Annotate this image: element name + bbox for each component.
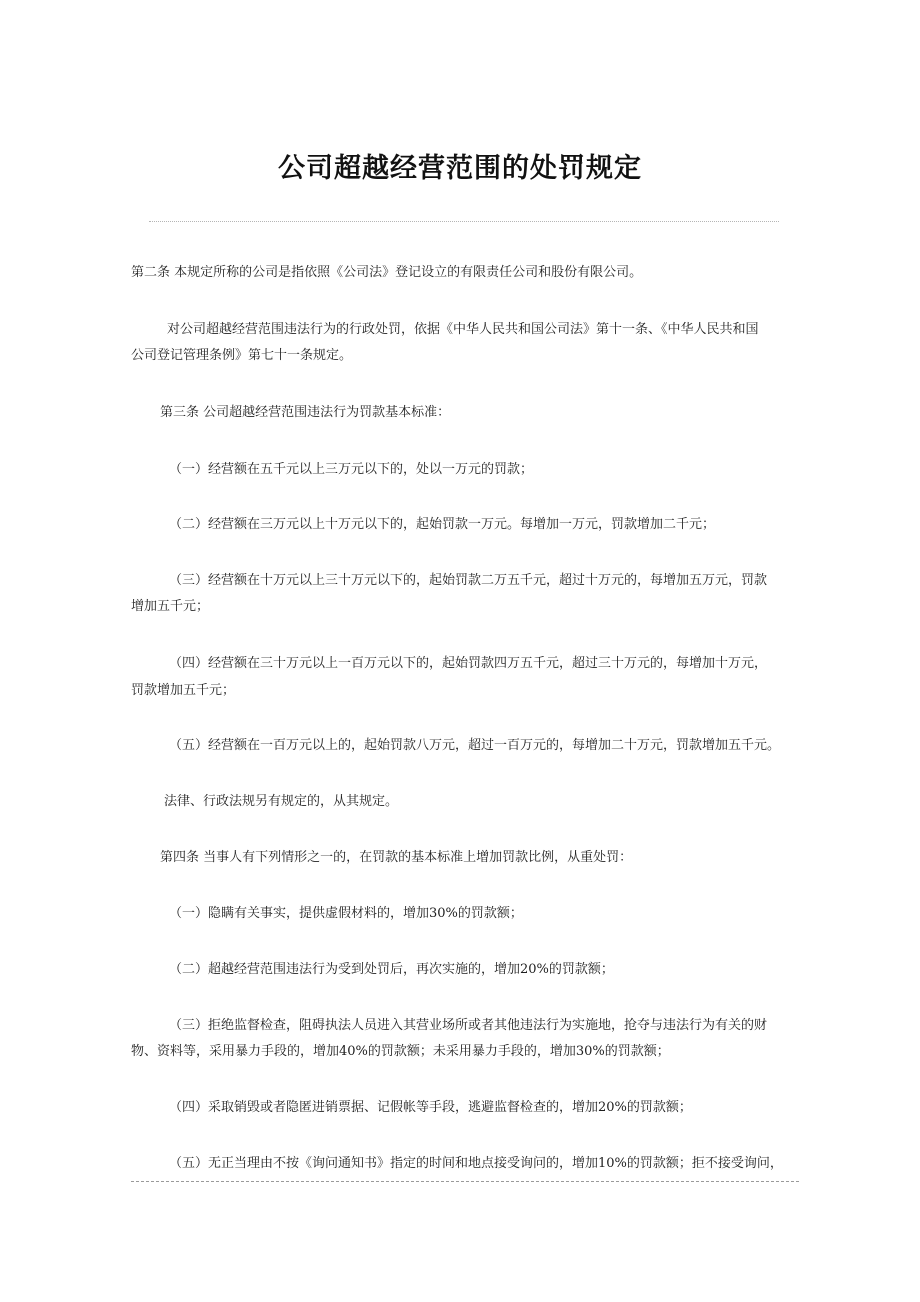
text-line: （一）经营额在五千元以上三万元以下的，处以一万元的罚款； [169, 462, 534, 477]
text-line: （三）经营额在十万元以上三十万元以下的，起始罚款二万五千元，超过十万元的，每增加五万元，罚款 [169, 573, 768, 588]
text-line: 第四条 当事人有下列情形之一的，在罚款的基本标准上增加罚款比例，从重处罚： [160, 850, 633, 865]
text-line: 第二条 本规定所称的公司是指依照《公司法》登记设立的有限责任公司和股份有限公司。 [131, 265, 643, 280]
text-line: 增加五千元； [131, 599, 210, 614]
text-line: 法律、行政法规另有规定的，从其规定。 [164, 794, 399, 809]
text-line: 第三条 公司超越经营范围违法行为罚款基本标准： [160, 405, 451, 420]
text-line: （四）经营额在三十万元以上一百万元以下的，起始罚款四万五千元，超过三十万元的，每增加十万元， [169, 656, 768, 671]
text-line: 对公司超越经营范围违法行为的行政处罚，依据《中华人民共和国公司法》第十一条、《中华人民共和国 [167, 322, 759, 337]
text-line: （一）隐瞒有关事实，提供虚假材料的，增加30%的罚款额； [169, 906, 523, 921]
text-line: （二）超越经营范围违法行为受到处罚后，再次实施的，增加20%的罚款额； [169, 962, 614, 977]
text-line: （二）经营额在三万元以上十万元以下的，起始罚款一万元。每增加一万元，罚款增加二千元； [169, 517, 716, 532]
text-line: （四）采取销毁或者隐匿进销票据、记假帐等手段，逃避监督检查的，增加20%的罚款额； [169, 1100, 692, 1115]
text-line: 公司登记管理条例》第七十一条规定。 [131, 348, 353, 363]
text-line: 物、资料等，采用暴力手段的，增加40%的罚款额；未采用暴力手段的，增加30%的罚款额； [131, 1044, 670, 1059]
document-title: 公司超越经营范围的处罚规定 [278, 153, 642, 184]
text-line: 罚款增加五千元； [131, 683, 236, 698]
page-break-divider [131, 1181, 799, 1182]
document-body [131, 0, 799, 1302]
text-line: （五）无正当理由不按《询问通知书》指定的时间和地点接受询问的，增加10%的罚款额；拒不接受询问， [169, 1156, 783, 1171]
text-line: （五）经营额在一百万元以上的，起始罚款八万元，超过一百万元的，每增加二十万元，罚款增加五千元。 [169, 738, 781, 753]
text-line: （三）拒绝监督检查，阻碍执法人员进入其营业场所或者其他违法行为实施地，抢夺与违法行为有关的财 [169, 1018, 768, 1033]
